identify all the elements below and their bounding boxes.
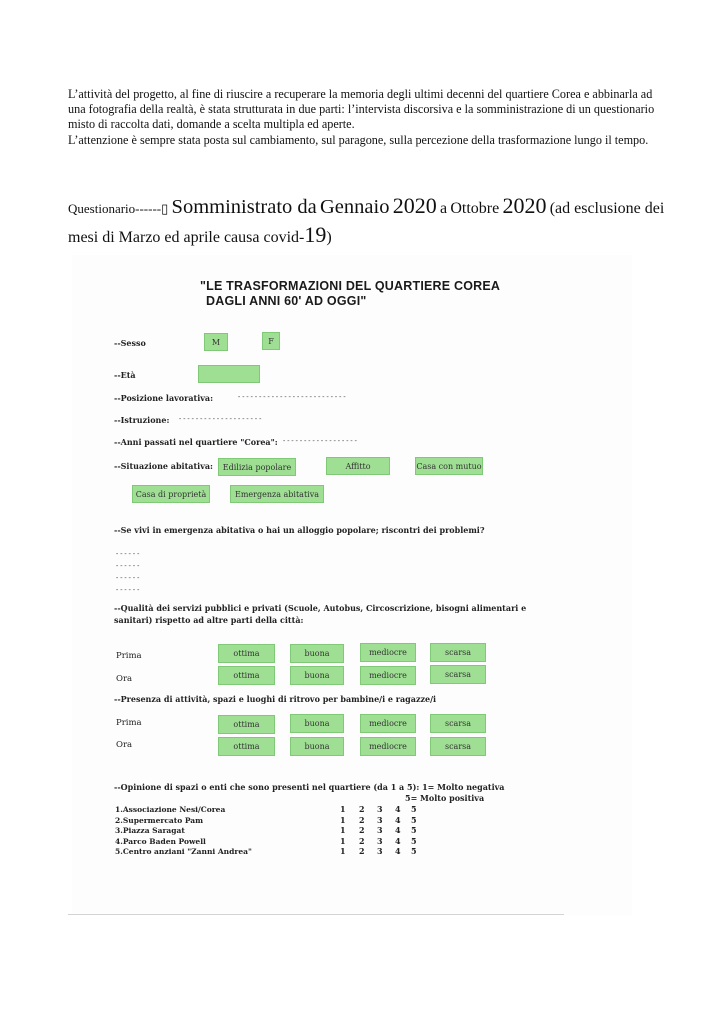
rating-item: 1.Associazione Nesi/Corea <box>115 805 226 814</box>
presenza-prima-mediocre[interactable]: mediocre <box>360 714 416 733</box>
anni-label: --Anni passati nel quartiere "Corea": <box>114 437 278 447</box>
presenza-ora-buona[interactable]: buona <box>290 737 344 756</box>
qualita-ora-buona[interactable]: buona <box>290 666 344 685</box>
option-casa-con-mutuo[interactable]: Casa con mutuo <box>415 457 483 475</box>
questionario-label: Questionario------ <box>68 201 162 216</box>
rating-option[interactable]: 5 <box>411 804 417 814</box>
rating-option[interactable]: 4 <box>395 835 401 846</box>
istruzione-label: --Istruzione: <box>114 415 170 425</box>
covid-number: 19 <box>304 222 327 247</box>
year-start: 2020 <box>392 193 437 218</box>
exclusion-note: (ad esclusione dei mesi di Marzo ed aprile causa covid- <box>68 200 665 246</box>
scan-bottom-edge <box>68 914 564 915</box>
somministrato-text: Somministrato da <box>171 196 317 218</box>
rating-item: 2.Supermercato Pam <box>115 815 204 825</box>
eta-label: --Età <box>114 370 136 380</box>
qualita-ora-mediocre[interactable]: mediocre <box>360 666 416 685</box>
option-affitto[interactable]: Affitto <box>326 457 390 475</box>
rating-option[interactable]: 2 <box>359 804 365 814</box>
option-m[interactable]: M <box>204 333 228 351</box>
month-end: Ottobre <box>450 200 500 217</box>
question-qualita-line-2: sanitari) rispetto ad altre parti della città: <box>114 615 304 625</box>
presenza-ora-mediocre[interactable]: mediocre <box>360 737 416 756</box>
row-ora-label: Ora <box>116 674 133 684</box>
qualita-prima-mediocre[interactable]: mediocre <box>360 643 416 662</box>
rating-option[interactable]: 5 <box>411 846 417 856</box>
presenza-prima-scarsa[interactable]: scarsa <box>430 714 486 733</box>
rating-option[interactable]: 3 <box>377 825 383 835</box>
rating-option[interactable]: 2 <box>359 835 365 846</box>
rating-option[interactable]: 2 <box>359 846 365 856</box>
rating-item: 3.Piazza Saragat <box>115 826 185 835</box>
question-presenza: --Presenza di attività, spazi e luoghi di ritrovo per bambine/i e ragazze/i <box>114 694 437 704</box>
rating-option[interactable]: 2 <box>359 814 365 825</box>
presenza-ora-ottima[interactable]: ottima <box>218 737 275 756</box>
intro-text: L’attività del progetto, al fine di riuscire a recuperare la memoria degli ultimi decenni del quartiere Corea e abbinarla ad una fotografia della realtà, è stata strutturata in due parti: l’intervista discorsiva e la somministrazione di un questionario misto di raccolta dati, domande a scelta multipla ed aperte. <box>68 87 655 132</box>
rating-option[interactable]: 2 <box>359 825 365 835</box>
rating-option[interactable]: 5 <box>411 814 417 825</box>
answer-line-1: ------ <box>115 550 141 558</box>
intro-text-2: L’attenzione è sempre stata posta sul cambiamento, sul paragone, sulla percezione della trasformazione lungo il tempo. <box>68 132 649 147</box>
posizione-blank: -------------------------- <box>237 393 347 401</box>
rating-option[interactable]: 4 <box>395 846 401 856</box>
rating-option[interactable]: 4 <box>395 825 401 835</box>
rating-item: 5.Centro anziani "Zanni Andrea" <box>115 847 252 856</box>
close-paren: ) <box>326 229 332 246</box>
answer-line-2: ------ <box>115 562 141 570</box>
rating-option[interactable]: 1 <box>340 814 346 825</box>
presenza-ora-scarsa[interactable]: scarsa <box>430 737 486 756</box>
rating-item: 4.Parco Baden Powell <box>115 836 206 846</box>
arrow-icon: ▯ <box>161 201 169 216</box>
qualita-prima-scarsa[interactable]: scarsa <box>430 643 486 662</box>
question-emergenza: --Se vivi in emergenza abitativa o hai un alloggio popolare; riscontri dei problemi? <box>114 525 485 535</box>
month-start: Gennaio <box>320 196 390 218</box>
rating-option[interactable]: 3 <box>377 846 383 856</box>
presenza-prima-buona[interactable]: buona <box>290 714 344 733</box>
question-opinione: --Opinione di spazi o enti che sono presenti nel quartiere (da 1 a 5): 1= Molto negativa <box>114 782 505 792</box>
rating-option[interactable]: 5 <box>411 835 417 846</box>
qualita-ora-scarsa[interactable]: scarsa <box>430 665 486 684</box>
questionnaire-scan <box>72 255 632 915</box>
option-f[interactable]: F <box>262 332 280 350</box>
rating-option[interactable]: 5 <box>411 825 417 835</box>
rating-option[interactable]: 1 <box>340 846 346 856</box>
rating-option[interactable]: 1 <box>340 835 346 846</box>
option-casa-di-proprieta[interactable]: Casa di proprietà <box>132 485 210 503</box>
form-title <box>200 279 500 309</box>
rating-option[interactable]: 4 <box>395 814 401 825</box>
rating-option[interactable]: 1 <box>340 804 346 814</box>
eta-field[interactable] <box>198 365 260 383</box>
rating-option[interactable]: 3 <box>377 835 383 846</box>
questionario-heading <box>68 193 668 251</box>
question-qualita-line-1: --Qualità dei servizi pubblici e privati (Scuole, Autobus, Circoscrizione, bisogni alimentari e <box>114 603 527 613</box>
anni-blank: ------------------ <box>282 437 358 445</box>
row-prima-label: Prima <box>116 651 142 661</box>
posizione-label: --Posizione lavorativa: <box>114 393 214 403</box>
answer-line-4: ------ <box>115 586 141 594</box>
presenza-prima-label: Prima <box>116 718 142 728</box>
qualita-prima-ottima[interactable]: ottima <box>218 644 275 663</box>
answer-line-3: ------ <box>115 574 141 582</box>
form-title-line-2: DAGLI ANNI 60' AD OGGI" <box>206 294 367 308</box>
situazione-label: --Situazione abitativa: <box>114 461 213 471</box>
rating-option[interactable]: 1 <box>340 825 346 835</box>
presenza-prima-ottima[interactable]: ottima <box>218 715 275 734</box>
option-edilizia-popolare[interactable]: Edilizia popolare <box>218 458 296 476</box>
rating-option[interactable]: 3 <box>377 804 383 814</box>
qualita-prima-buona[interactable]: buona <box>290 644 344 663</box>
connector-a: a <box>439 200 448 217</box>
presenza-ora-label: Ora <box>116 740 133 750</box>
year-end: 2020 <box>502 193 547 218</box>
istruzione-blank: -------------------- <box>178 415 263 423</box>
intro-paragraph <box>68 87 658 148</box>
form-title-line-1: "LE TRASFORMAZIONI DEL QUARTIERE COREA <box>200 279 501 293</box>
scale-legend-positive: 5= Molto positiva <box>405 793 485 803</box>
qualita-ora-ottima[interactable]: ottima <box>218 666 275 685</box>
option-emergenza-abitativa[interactable]: Emergenza abitativa <box>230 485 324 503</box>
rating-option[interactable]: 4 <box>395 804 401 814</box>
rating-option[interactable]: 3 <box>377 814 383 825</box>
sesso-label: --Sesso <box>114 338 146 348</box>
